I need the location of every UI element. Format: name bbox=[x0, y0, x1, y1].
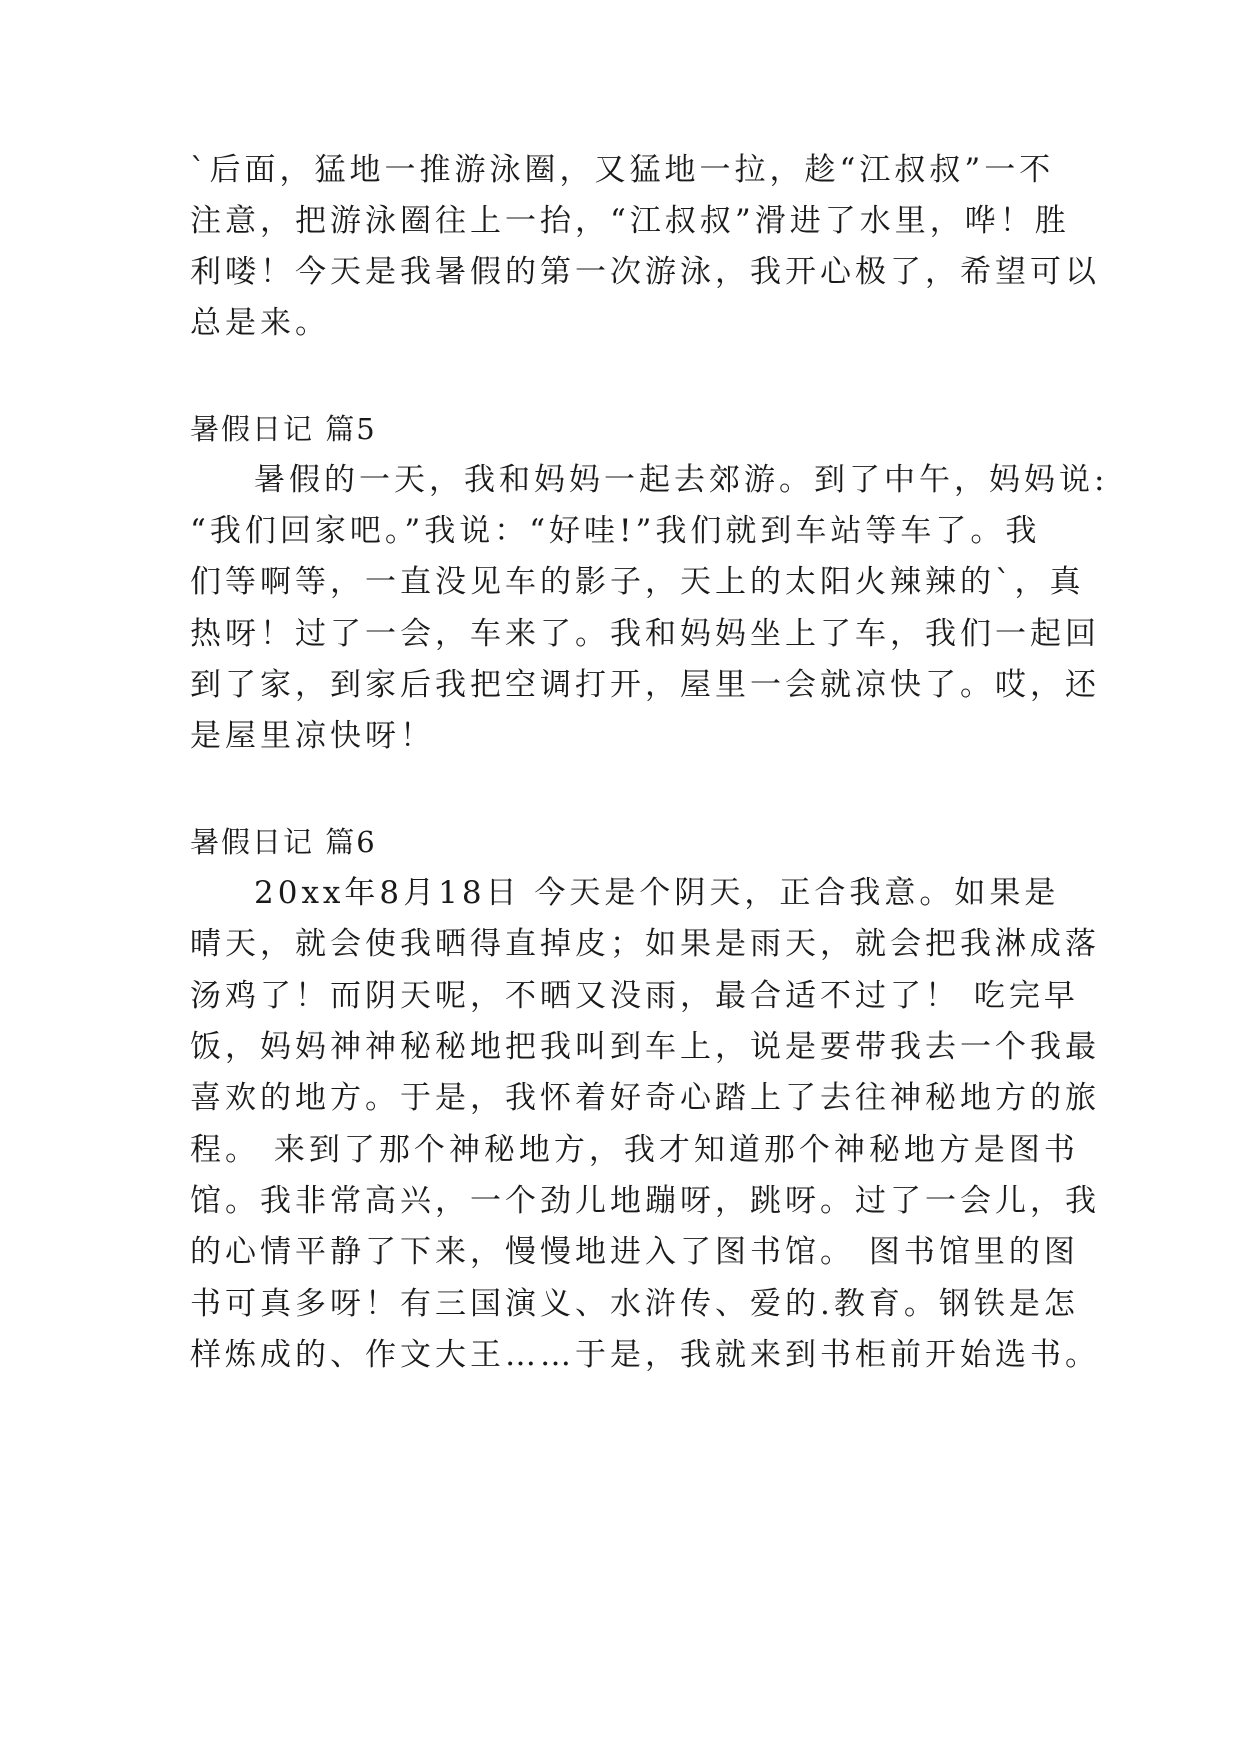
paragraph-line: 利喽！今天是我暑假的第一次游泳，我开心极了，希望可以 bbox=[190, 254, 1100, 290]
paragraph-line: 们等啊等，一直没见车的影子，天上的太阳火辣辣的`，真 bbox=[190, 564, 1085, 600]
paragraph-line: 饭，妈妈神神秘秘地把我叫到车上，说是要带我去一个我最 bbox=[190, 1029, 1100, 1065]
paragraph-line: 暑假的一天，我和妈妈一起去郊游。到了中午，妈妈说: bbox=[254, 462, 1109, 498]
paragraph-line: 的心情平静了下来，慢慢地进入了图书馆。 图书馆里的图 bbox=[190, 1234, 1079, 1270]
paragraph-line: `后面，猛地一推游泳圈，又猛地一拉，趁“江叔叔”一不 bbox=[190, 152, 1055, 188]
paragraph-line: 到了家，到家后我把空调打开，屋里一会就凉快了。哎，还 bbox=[190, 667, 1100, 703]
section-heading: 暑假日记 篇6 bbox=[190, 825, 377, 859]
paragraph-line: 晴天，就会使我晒得直掉皮；如果是雨天，就会把我淋成落 bbox=[190, 926, 1100, 962]
paragraph-line: “我们回家吧。”我说：“好哇!”我们就到车站等车了。我 bbox=[190, 513, 1041, 549]
section-heading: 暑假日记 篇5 bbox=[190, 412, 377, 446]
paragraph-line: 是屋里凉快呀！ bbox=[190, 718, 435, 754]
paragraph-line: 样炼成的、作文大王……于是，我就来到书柜前开始选书。 bbox=[190, 1337, 1100, 1373]
paragraph-line: 汤鸡了！而阴天呢，不晒又没雨，最合适不过了！ 吃完早 bbox=[190, 978, 1079, 1014]
paragraph-line: 注意，把游泳圈往上一抬，“江叔叔”滑进了水里，哗！胜 bbox=[190, 203, 1070, 239]
paragraph-line: 热呀！过了一会，车来了。我和妈妈坐上了车，我们一起回 bbox=[190, 616, 1100, 652]
paragraph-line: 书可真多呀！有三国演义、水浒传、爱的.教育。钢铁是怎 bbox=[190, 1286, 1079, 1322]
paragraph-line: 程。 来到了那个神秘地方，我才知道那个神秘地方是图书 bbox=[190, 1132, 1079, 1168]
paragraph-line: 20xx年8月18日 今天是个阴天，正合我意。如果是 bbox=[254, 875, 1060, 911]
paragraph-line: 馆。我非常高兴，一个劲儿地蹦呀，跳呀。过了一会儿，我 bbox=[190, 1183, 1100, 1219]
paragraph-line: 喜欢的地方。于是，我怀着好奇心踏上了去往神秘地方的旅 bbox=[190, 1080, 1100, 1116]
paragraph-line: 总是来。 bbox=[190, 305, 330, 341]
